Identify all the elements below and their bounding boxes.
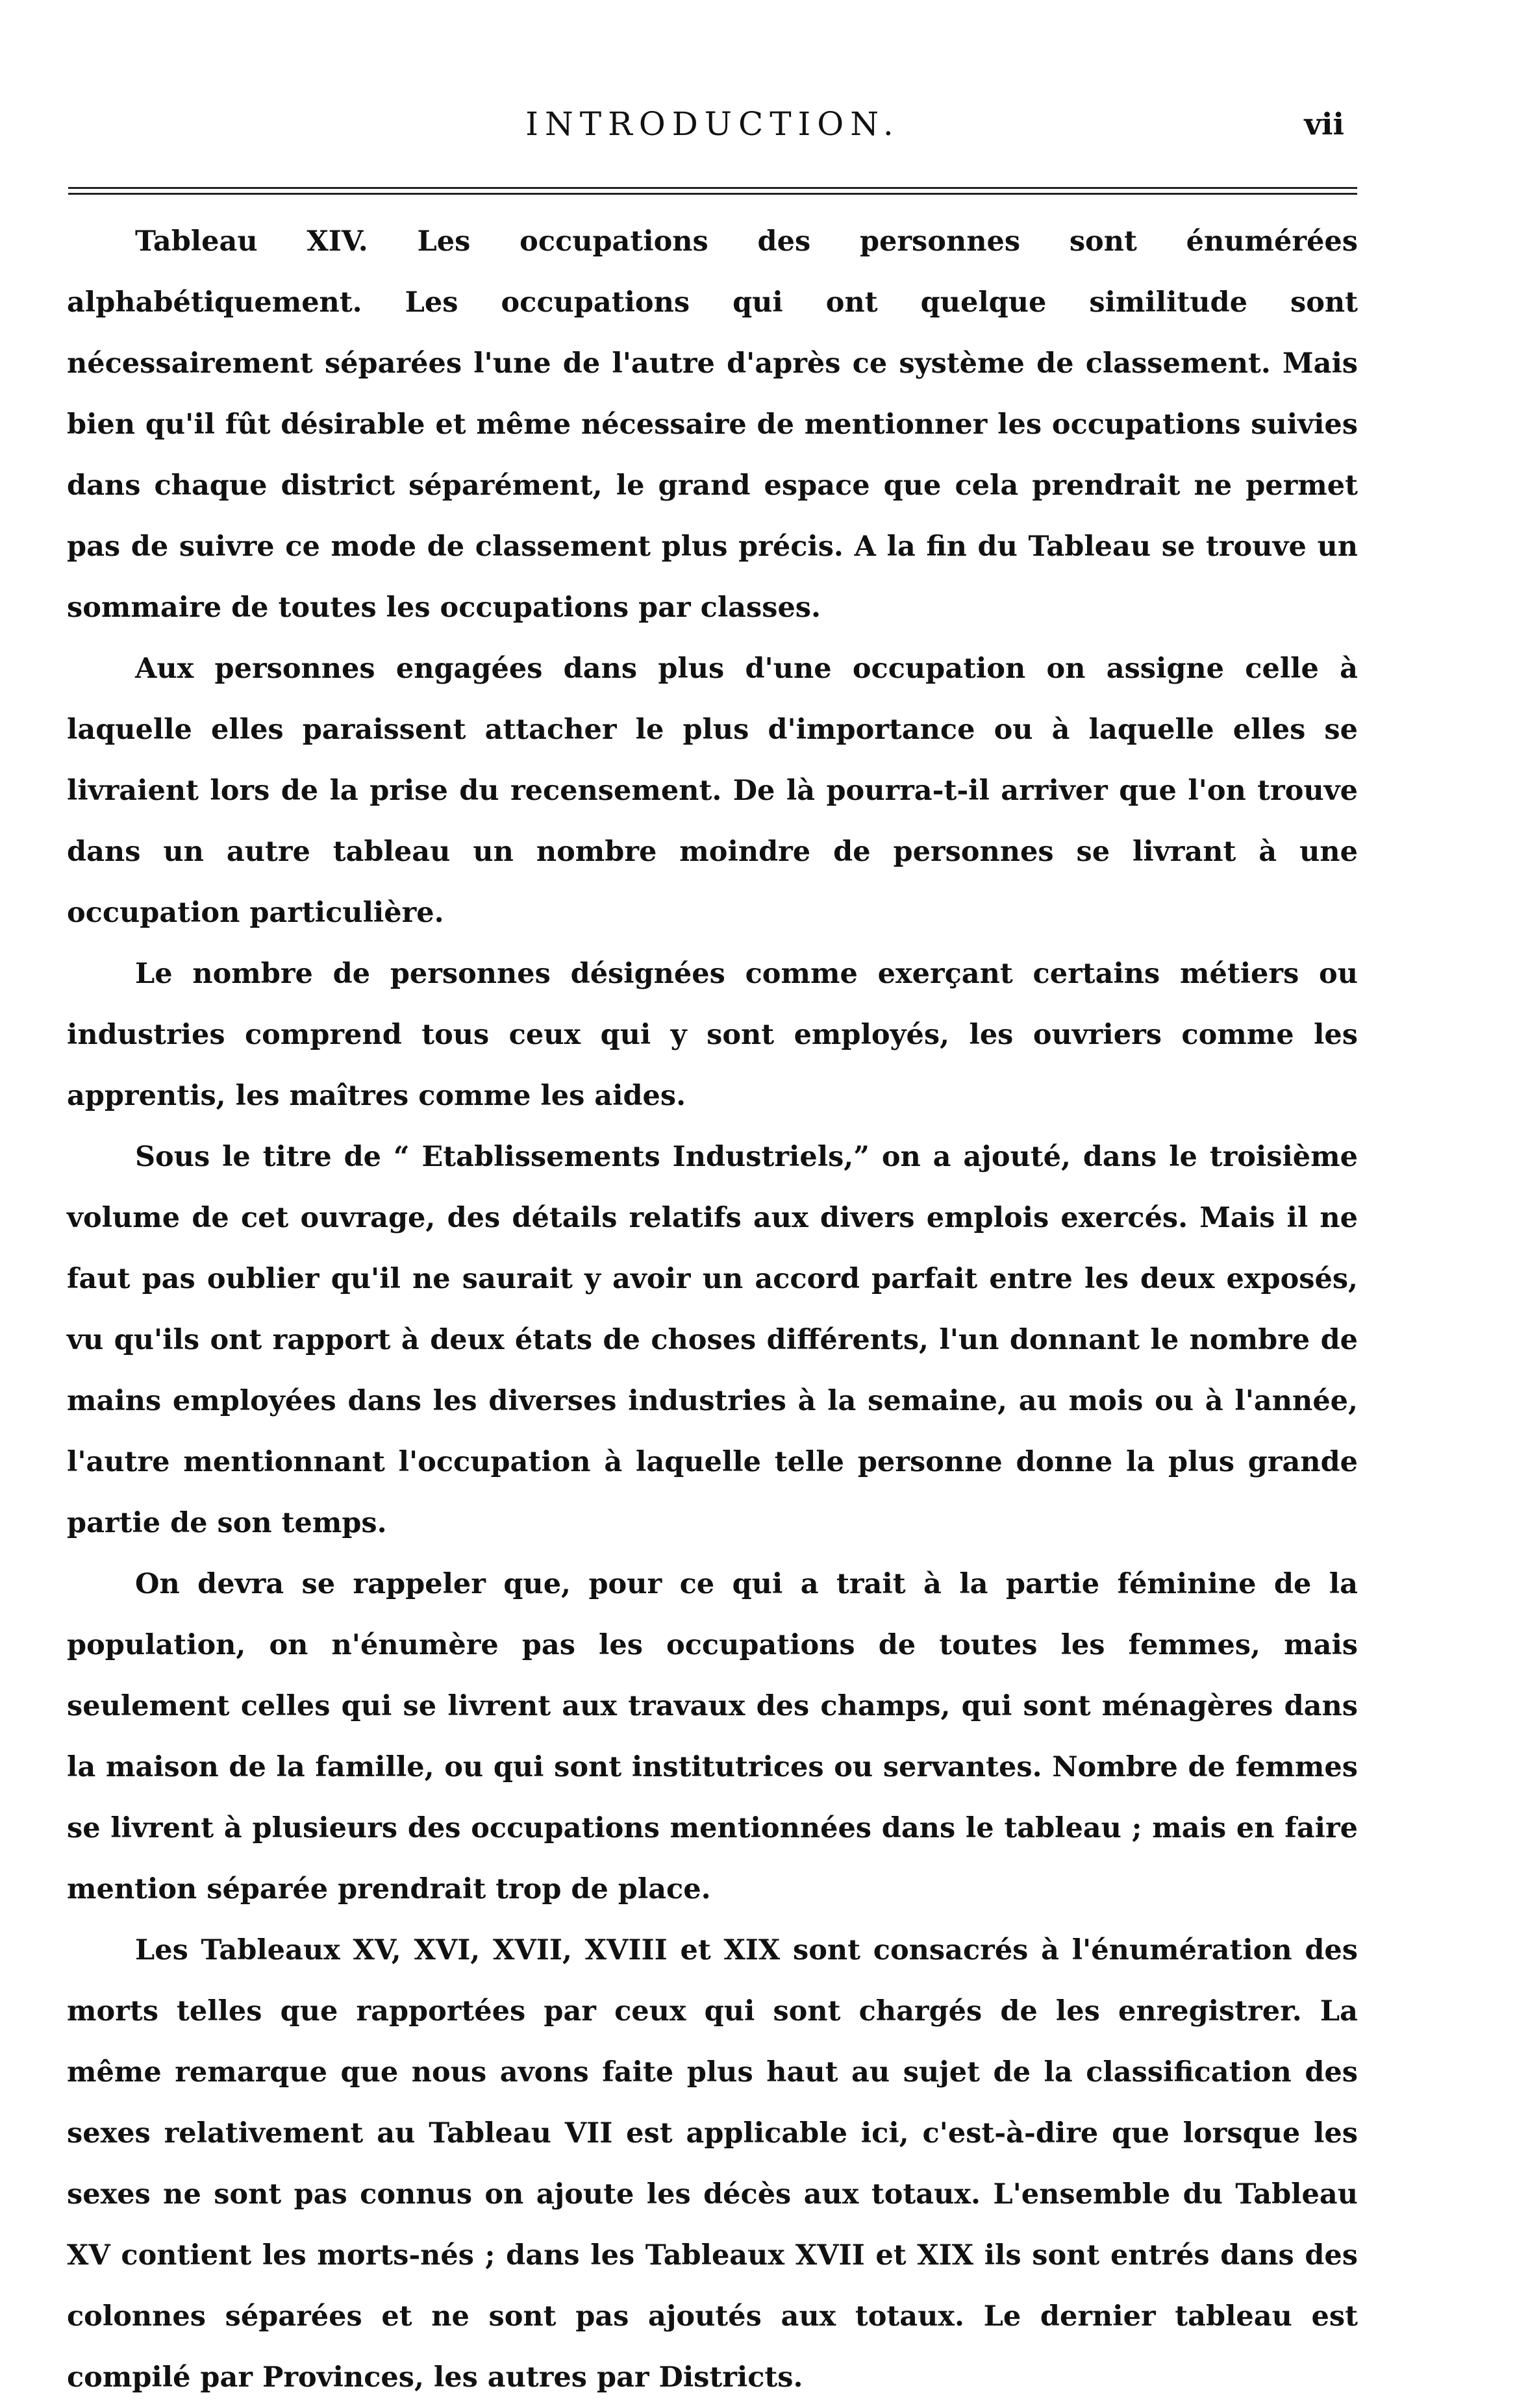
page-number: vii (1304, 106, 1344, 142)
paragraph: Le nombre de personnes désignées comme exerçant certains métiers ou industries comprend tous ceux qui y sont employés, les ouvriers comme les apprentis, les maîtres comme les aides. (67, 958, 1358, 1112)
paragraph: On devra se rappeler que, pour ce qui a trait à la partie féminine de la population, on n'énumère pas les occupations de toutes les femmes, mais seulement celles qui se livrent aux travaux des champs, qui sont ménagères dans la maison de la famille, ou qui sont institutrices ou servantes. Nombre de femmes se livrent à plusieurs des occupations mentionnées dans le tableau ; mais en faire mention séparée prendrait trop de place. (67, 1568, 1358, 1905)
body-text (67, 211, 1358, 2408)
paragraph: Sous le titre de “ Etablissements Industriels,” on a ajouté, dans le troisième volume de cet ouvrage, des détails relatifs aux divers emplois exercés. Mais il ne faut pas oublier qu'il ne saurait y avoir un accord parfait entre les deux exposés, vu qu'ils ont rapport à deux états de choses différents, l'un donnant le nombre de mains employées dans les diverses industries à la semaine, au mois ou à l'année, l'autre mentionnant l'occupation à laquelle telle personne donne la plus grande partie de son temps. (67, 1141, 1358, 1539)
running-header (68, 97, 1357, 149)
paragraph: Tableau XIV. Les occupations des personnes sont énumérées alphabétiquement. Les occupations qui ont quelque similitude sont nécessairement séparées l'une de l'autre d'après ce système de classement. Mais bien qu'il fût désirable et même nécessaire de mentionner les occupations suivies dans chaque district séparément, le grand espace que cela prendrait ne permet pas de suivre ce mode de classement plus précis. A la fin du Tableau se trouve un sommaire de toutes les occupations par classes. (67, 225, 1358, 624)
paragraph: Les Tableaux XV, XVI, XVII, XVIII et XIX sont consacrés à l'énumération des morts telles que rapportées par ceux qui sont chargés de les enregistrer. La même remarque que nous avons faite plus haut au sujet de la classification des sexes relativement au Tableau VII est applicable ici, c'est-à-dire que lorsque les sexes ne sont pas connus on ajoute les décès aux totaux. L'ensemble du Tableau XV contient les morts-nés ; dans les Tableaux XVII et XIX ils sont entrés dans des colonnes séparées et ne sont pas ajoutés aux totaux. Le dernier tableau est compilé par Provinces, les autres par Districts. (67, 1934, 1358, 2394)
running-title: INTRODUCTION. (525, 105, 900, 143)
header-rule (68, 187, 1357, 195)
paragraph: Aux personnes engagées dans plus d'une occupation on assigne celle à laquelle elles paraissent attacher le plus d'importance ou à laquelle elles se livraient lors de la prise du recensement. De là pourra-t-il arriver que l'on trouve dans un autre tableau un nombre moindre de personnes se livrant à une occupation particulière. (67, 652, 1358, 929)
